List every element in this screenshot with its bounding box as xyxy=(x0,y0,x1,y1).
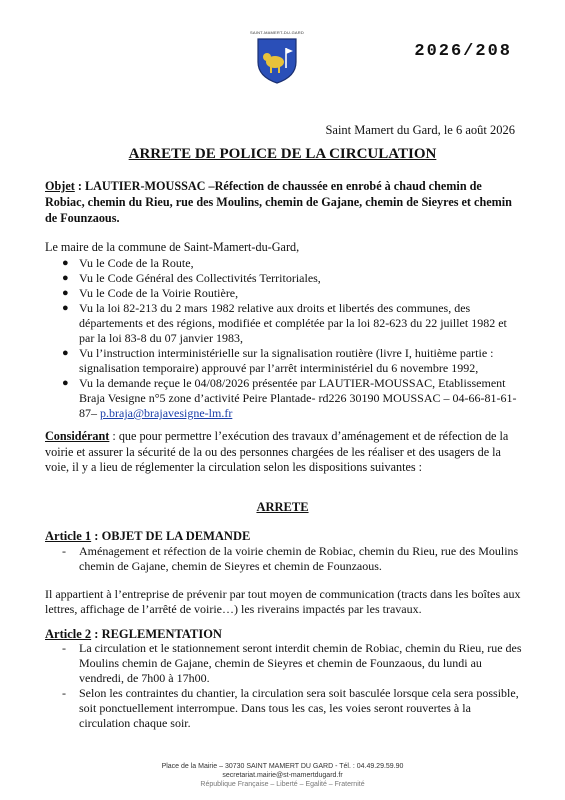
dash-icon: - xyxy=(62,544,66,558)
page-footer xyxy=(0,762,565,789)
bullet-icon: ● xyxy=(62,377,69,389)
article-1-heading: Article 1 : OBJET DE LA DEMANDE xyxy=(45,529,251,543)
list-item: - Selon les contraintes du chantier, la circulation sera soit basculée lorsque cela sera possible, soit ponctuellement interrompue. Dans tous les cas, les voies seront rouvertes à la circulation chaque soir. xyxy=(62,686,519,730)
intro-line: Le maire de la commune de Saint-Mamert-du-Gard, xyxy=(45,240,300,254)
bullet-icon: ● xyxy=(62,287,69,299)
list-item: ● Vu l’instruction interministérielle sur la signalisation routière (livre I, huitième partie : signalisation temporaire) approuvé par l’arrêt interministériel du 6 novembre 1992, xyxy=(62,346,494,375)
document-number: 2026/208 xyxy=(414,42,512,61)
list-item: ● Vu la loi 82-213 du 2 mars 1982 relative aux droits et libertés des communes, des départements et des régions, modifiée et complétée par la loi 82-623 du 22 juillet 1982 et par la loi 83-8 du 07 janvier 1983, xyxy=(62,301,507,345)
crest-label: SAINT-MAMERT-DU-GARD xyxy=(250,30,304,35)
document-title: ARRETE DE POLICE DE LA CIRCULATION xyxy=(128,146,437,162)
objet-text: : LAUTIER-MOUSSAC –Réfection de chaussée en enrobé à chaud chemin de Robiac, chemin du Rieu, rue des Moulins, chemin de Gajane, chemin de Sieyres et chemin de Founzaous. xyxy=(45,179,512,225)
considerant-text: : que pour permettre l’exécution des travaux d’aménagement et de réfection de la voirie et assurer la sécurité de la ou des personnes chargées de les réaliser et des usagers de la voie, il y a lieu de réglementer la circulation selon les dispositions suivantes : xyxy=(45,429,509,474)
bullet-icon: ● xyxy=(62,272,69,284)
list-item: ● Vu le Code Général des Collectivités Territoriales, xyxy=(62,271,321,285)
considerant-paragraph xyxy=(45,429,522,476)
objet-paragraph xyxy=(45,178,520,226)
coat-of-arms-icon xyxy=(256,36,298,84)
municipal-crest xyxy=(247,30,307,84)
arrete-heading: ARRETE xyxy=(256,500,309,514)
list-item: ● Vu le Code de la Route, xyxy=(62,256,194,270)
article-2-list xyxy=(62,641,522,731)
list-item: - Aménagement et réfection de la voirie chemin de Robiac, chemin du Rieu, rue des Moulins chemin de Gajane, chemin de Sieyres et chemin de Founzaous. xyxy=(62,544,519,573)
bullet-icon: ● xyxy=(62,302,69,314)
bullet-icon: ● xyxy=(62,347,69,359)
bullet-icon: ● xyxy=(62,257,69,269)
considerant-label: Considérant xyxy=(45,429,110,443)
date-line: Saint Mamert du Gard, le 6 août 2026 xyxy=(325,123,515,137)
list-item: - La circulation et le stationnement seront interdit chemin de Robiac, chemin du Rieu, rue des Moulins chemin de Gajane, chemin de Sieyres et chemin de Founzaous, du lundi au vendredi, de 7h00 à 17h00. xyxy=(62,641,522,685)
footer-address: Place de la Mairie – 30730 SAINT MAMERT DU GARD - Tél. : 04.49.29.59.90 xyxy=(161,763,404,770)
vu-list xyxy=(62,256,520,421)
list-item: ● Vu la demande reçue le 04/08/2026 présentée par LAUTIER-MOUSSAC, Etablissement Braja Vesigne n°5 zone d’activité Peire Plantade- rd226 30190 MOUSSAC – 04-66-81-61-87– p.braja@brajavesigne-lm.fr xyxy=(62,376,517,420)
dash-icon: - xyxy=(62,686,66,700)
objet-label: Objet xyxy=(45,179,75,193)
article-1-note: Il appartient à l’entreprise de prévenir par tout moyen de communication (tracts dans les boîtes aux lettres, affichage de l’arrêté de voirie…) les riverains impactés par les travaux. xyxy=(45,587,521,616)
email-link[interactable]: p.braja@brajavesigne-lm.fr xyxy=(100,406,233,420)
article-1-list xyxy=(62,544,522,574)
dash-icon: - xyxy=(62,641,66,655)
list-item: ● Vu le Code de la Voirie Routière, xyxy=(62,286,239,300)
article-2-heading: Article 2 : REGLEMENTATION xyxy=(45,627,222,641)
footer-email: secretariat.mairie@st-mamertdugard.fr xyxy=(222,772,343,779)
footer-motto: République Française – Liberté – Egalité – Fraternité xyxy=(200,781,365,788)
